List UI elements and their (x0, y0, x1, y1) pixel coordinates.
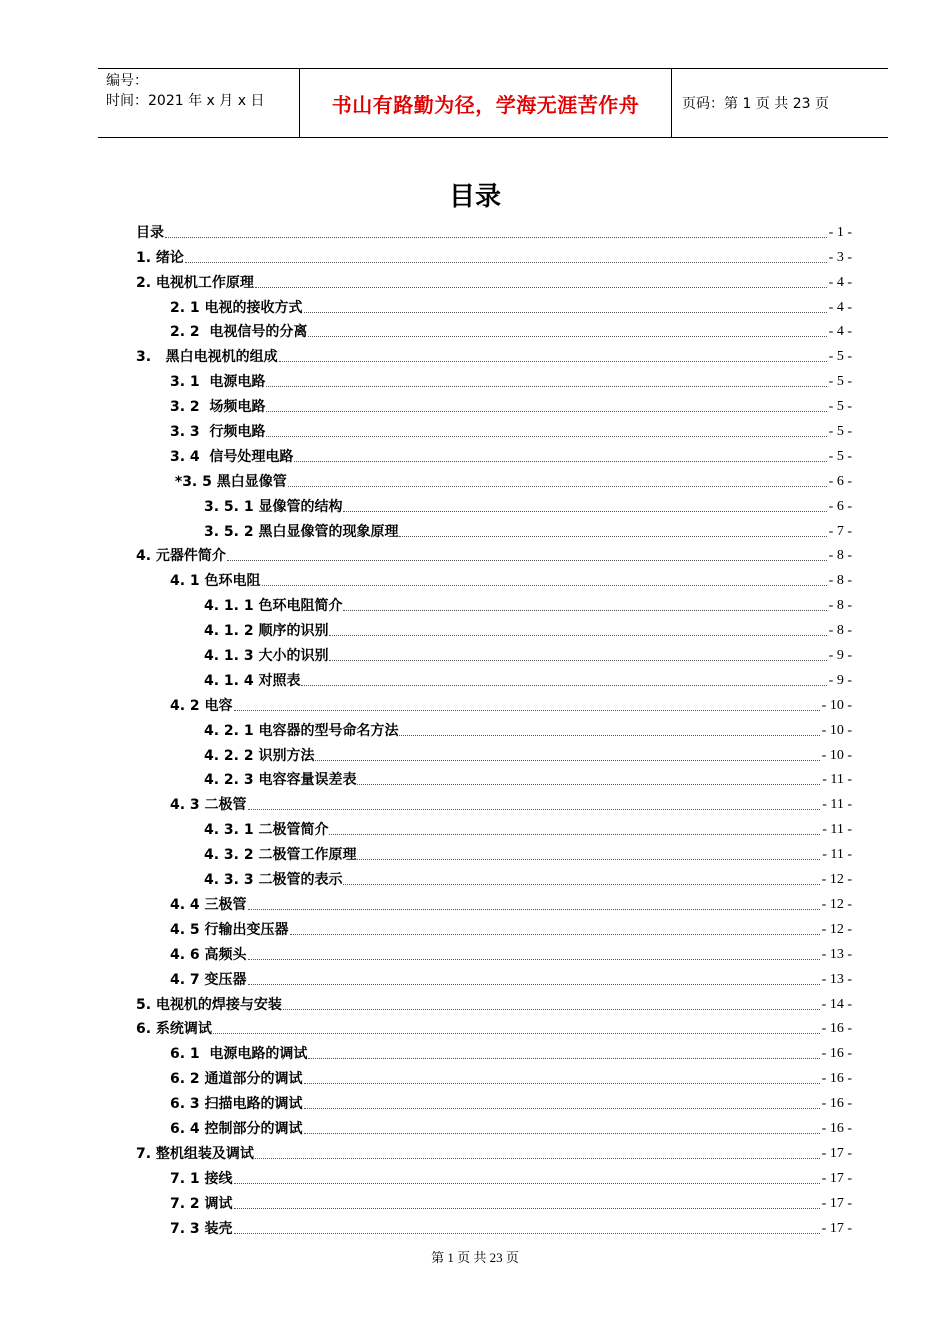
page-footer: 第 1 页 共 23 页 (431, 1250, 519, 1265)
toc-leader-dots (266, 411, 826, 412)
toc-entry-page: - 8 - (828, 548, 852, 564)
header-page-info: 页码：第 1 页 共 23 页 (682, 96, 829, 112)
toc-entry-page: - 9 - (828, 648, 852, 664)
toc-entry[interactable] (136, 516, 852, 541)
toc-entry-page: - 11 - (822, 822, 852, 838)
toc-entry[interactable] (136, 242, 852, 267)
toc-entry-title: 4. 1. 4 对照表 (204, 672, 301, 689)
toc-entry-page: - 12 - (821, 896, 852, 912)
header-motto-cell (300, 69, 672, 137)
toc-entry-title: 4. 1. 2 顺序的识别 (204, 623, 329, 640)
toc-entry[interactable] (136, 217, 852, 242)
toc-leader-dots (255, 287, 827, 288)
page-header (98, 68, 888, 138)
toc-leader-dots (304, 1108, 820, 1109)
toc-leader-dots (283, 1009, 820, 1010)
toc-entry[interactable] (136, 690, 852, 715)
toc-entry[interactable] (136, 765, 852, 790)
toc-leader-dots (304, 1133, 820, 1134)
toc-entry-page: - 16 - (821, 1071, 852, 1087)
toc-entry[interactable] (136, 292, 852, 317)
toc-entry-title: 4. 5 行输出变压器 (170, 921, 289, 938)
toc-leader-dots (343, 610, 826, 611)
toc-leader-dots (290, 934, 820, 935)
header-left-cell (98, 69, 300, 137)
toc-leader-dots (266, 386, 826, 387)
toc-entry-page: - 17 - (821, 1170, 852, 1186)
toc-entry-title: 4. 6 高频头 (170, 946, 247, 963)
toc-entry-page: - 5 - (828, 374, 852, 390)
toc-entry[interactable] (136, 989, 852, 1014)
toc-leader-dots (248, 809, 821, 810)
toc-entry-page: - 5 - (828, 349, 852, 365)
toc-entry[interactable] (136, 391, 852, 416)
toc-entry-title: 7. 2 调试 (170, 1195, 233, 1212)
toc-entry-title: *3. 5 黑白显像管 (170, 473, 287, 490)
toc-entry-title: 4. 1 色环电阻 (170, 573, 261, 590)
toc-entry-page: - 6 - (828, 498, 852, 514)
toc-leader-dots (248, 959, 820, 960)
toc-leader-dots (304, 312, 827, 313)
toc-entry[interactable] (136, 740, 852, 765)
toc-leader-dots (248, 909, 820, 910)
toc-entry[interactable] (136, 939, 852, 964)
toc-entry[interactable] (136, 1188, 852, 1213)
toc-leader-dots (301, 685, 826, 686)
toc-entry-page: - 4 - (828, 299, 852, 315)
toc-entry[interactable] (136, 341, 852, 366)
toc-entry[interactable] (136, 640, 852, 665)
toc-entry[interactable] (136, 267, 852, 292)
toc-entry-page: - 17 - (821, 1220, 852, 1236)
toc-leader-dots (262, 585, 827, 586)
toc-leader-dots (255, 1158, 820, 1159)
header-page-info-cell (672, 69, 888, 137)
toc-entry-title: 目录 (136, 224, 164, 241)
toc-entry[interactable] (136, 541, 852, 566)
table-of-contents (136, 217, 852, 1238)
toc-entry-title: 3. 3 行频电路 (170, 424, 266, 441)
toc-leader-dots (213, 1033, 820, 1034)
toc-entry-page: - 7 - (828, 523, 852, 539)
toc-entry-title: 3. 黑白电视机的组成 (136, 349, 278, 366)
toc-entry[interactable] (136, 416, 852, 441)
toc-entry-page: - 8 - (828, 573, 852, 589)
toc-entry-page: - 5 - (828, 448, 852, 464)
toc-entry-page: - 14 - (821, 996, 852, 1012)
toc-entry-page: - 16 - (821, 1046, 852, 1062)
toc-entry[interactable] (136, 665, 852, 690)
toc-entry-title: 4. 3. 1 二极管简介 (204, 822, 329, 839)
toc-entry-page: - 6 - (828, 473, 852, 489)
toc-entry-title: 3. 5. 2 黑白显像管的现象原理 (204, 523, 399, 540)
toc-leader-dots (288, 486, 827, 487)
toc-entry-page: - 16 - (821, 1120, 852, 1136)
toc-entry[interactable] (136, 615, 852, 640)
toc-entry-title: 4. 2. 1 电容器的型号命名方法 (204, 722, 399, 739)
toc-entry-page: - 17 - (821, 1145, 852, 1161)
toc-entry-title: 2. 2 电视信号的分离 (170, 324, 308, 341)
toc-entry-page: - 10 - (821, 747, 852, 763)
toc-leader-dots (357, 784, 820, 785)
toc-entry-title: 4. 3 二极管 (170, 797, 247, 814)
toc-entry-title: 4. 1. 3 大小的识别 (204, 648, 329, 665)
toc-entry-title: 4. 4 三极管 (170, 896, 247, 913)
toc-entry-title: 7. 1 接线 (170, 1170, 233, 1187)
toc-entry-title: 7. 整机组装及调试 (136, 1145, 254, 1162)
toc-leader-dots (234, 1233, 820, 1234)
toc-entry[interactable] (136, 441, 852, 466)
toc-entry[interactable] (136, 1163, 852, 1188)
toc-entry[interactable] (136, 590, 852, 615)
toc-entry-page: - 1 - (828, 224, 852, 240)
toc-entry-title: 4. 7 变压器 (170, 971, 247, 988)
toc-entry-title: 6. 2 通道部分的调试 (170, 1071, 303, 1088)
document-number-label: 编号： (106, 73, 148, 89)
toc-leader-dots (234, 1208, 820, 1209)
toc-leader-dots (266, 436, 826, 437)
toc-entry-title: 3. 1 电源电路 (170, 374, 266, 391)
toc-leader-dots (234, 710, 820, 711)
toc-entry-page: - 8 - (828, 598, 852, 614)
toc-entry-title: 4. 2 电容 (170, 697, 233, 714)
toc-entry[interactable] (136, 1038, 852, 1063)
toc-entry-title: 6. 3 扫描电路的调试 (170, 1096, 303, 1113)
toc-entry-title: 4. 元器件简介 (136, 548, 226, 565)
toc-entry[interactable] (136, 366, 852, 391)
toc-entry-title: 3. 5. 1 显像管的结构 (204, 498, 343, 515)
toc-entry-page: - 4 - (828, 324, 852, 340)
toc-leader-dots (294, 461, 826, 462)
toc-entry-page: - 5 - (828, 424, 852, 440)
toc-entry-title: 2. 1 电视的接收方式 (170, 299, 303, 316)
toc-entry[interactable] (136, 317, 852, 342)
toc-entry-page: - 8 - (828, 623, 852, 639)
toc-entry-page: - 13 - (821, 971, 852, 987)
toc-entry-title: 7. 3 装壳 (170, 1220, 233, 1237)
page-title: 目录 (448, 182, 501, 212)
toc-entry[interactable] (136, 565, 852, 590)
toc-entry[interactable] (136, 839, 852, 864)
toc-entry-page: - 11 - (822, 797, 852, 813)
toc-leader-dots (279, 361, 827, 362)
toc-entry-page: - 17 - (821, 1195, 852, 1211)
toc-entry-page: - 12 - (821, 921, 852, 937)
toc-entry-page: - 10 - (821, 697, 852, 713)
toc-leader-dots (185, 262, 827, 263)
toc-entry-title: 4. 3. 3 二极管的表示 (204, 872, 343, 889)
toc-leader-dots (308, 1058, 819, 1059)
toc-entry-title: 4. 2. 3 电容容量误差表 (204, 772, 357, 789)
toc-entry[interactable] (136, 1213, 852, 1238)
toc-entry-title: 4. 1. 1 色环电阻简介 (204, 598, 343, 615)
toc-leader-dots (399, 735, 819, 736)
toc-entry-page: - 11 - (822, 772, 852, 788)
toc-entry[interactable] (136, 1088, 852, 1113)
toc-entry-title: 4. 3. 2 二极管工作原理 (204, 847, 357, 864)
toc-leader-dots (343, 884, 819, 885)
toc-entry-page: - 11 - (822, 847, 852, 863)
toc-leader-dots (357, 859, 820, 860)
toc-entry-page: - 12 - (821, 872, 852, 888)
toc-leader-dots (399, 536, 826, 537)
toc-entry-page: - 9 - (828, 672, 852, 688)
toc-leader-dots (165, 237, 827, 238)
toc-leader-dots (304, 1083, 820, 1084)
toc-entry-title: 6. 4 控制部分的调试 (170, 1120, 303, 1137)
toc-entry-page: - 10 - (821, 722, 852, 738)
toc-entry[interactable] (136, 889, 852, 914)
document-time-label: 时间：2021 年 x 月 x 日 (106, 93, 265, 109)
toc-entry-title: 5. 电视机的焊接与安装 (136, 996, 282, 1013)
toc-entry[interactable] (136, 715, 852, 740)
toc-entry-page: - 3 - (828, 249, 852, 265)
toc-leader-dots (315, 760, 819, 761)
toc-entry[interactable] (136, 1113, 852, 1138)
toc-entry[interactable] (136, 491, 852, 516)
toc-entry-page: - 13 - (821, 946, 852, 962)
toc-entry[interactable] (136, 864, 852, 889)
toc-leader-dots (329, 660, 826, 661)
toc-leader-dots (308, 336, 826, 337)
toc-leader-dots (329, 635, 826, 636)
toc-entry[interactable] (136, 1063, 852, 1088)
toc-entry[interactable] (136, 1138, 852, 1163)
toc-leader-dots (227, 560, 827, 561)
toc-entry-page: - 16 - (821, 1021, 852, 1037)
toc-entry-title: 1. 绪论 (136, 249, 184, 266)
toc-entry-title: 6. 系统调试 (136, 1021, 212, 1038)
toc-entry-title: 3. 4 信号处理电路 (170, 448, 294, 465)
header-motto: 书山有路勤为径，学海无涯苦作舟 (331, 92, 640, 117)
toc-leader-dots (248, 984, 820, 985)
toc-entry[interactable] (136, 914, 852, 939)
toc-entry-title: 3. 2 场频电路 (170, 399, 266, 416)
toc-entry-title: 4. 2. 2 识别方法 (204, 747, 315, 764)
toc-entry-title: 6. 1 电源电路的调试 (170, 1046, 308, 1063)
toc-leader-dots (343, 511, 826, 512)
toc-entry[interactable] (136, 789, 852, 814)
toc-entry[interactable] (136, 1014, 852, 1039)
toc-entry-page: - 5 - (828, 399, 852, 415)
toc-entry[interactable] (136, 814, 852, 839)
toc-leader-dots (234, 1183, 820, 1184)
toc-entry-page: - 4 - (828, 274, 852, 290)
toc-entry[interactable] (136, 466, 852, 491)
toc-entry-title: 2. 电视机工作原理 (136, 274, 254, 291)
toc-entry[interactable] (136, 964, 852, 989)
toc-leader-dots (329, 834, 820, 835)
toc-entry-page: - 16 - (821, 1096, 852, 1112)
